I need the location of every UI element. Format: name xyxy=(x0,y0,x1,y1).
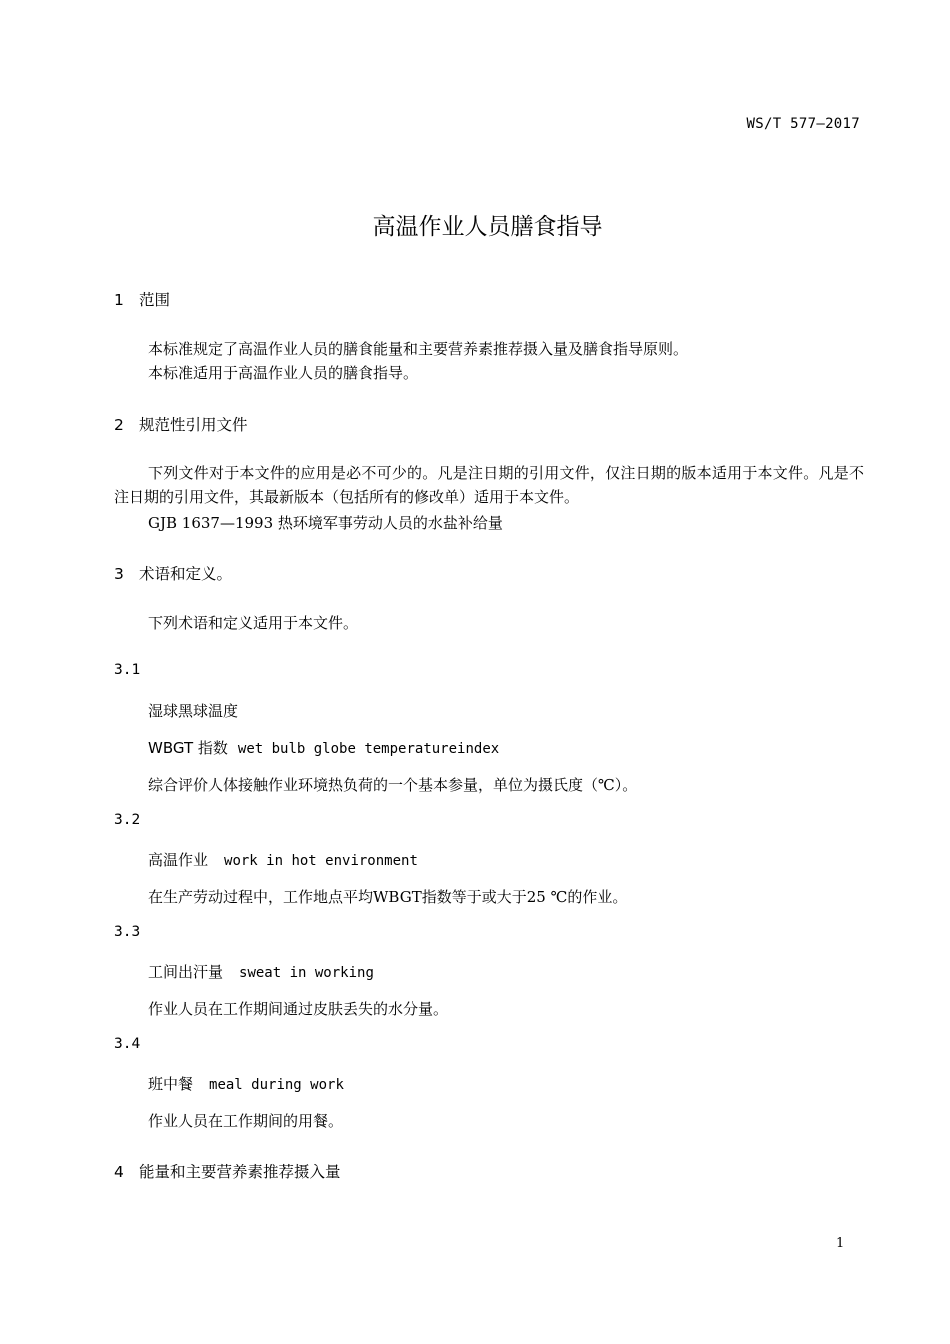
term-alt-cn: WBGT 指数 xyxy=(148,739,228,757)
section-title: 规范性引用文件 xyxy=(139,416,248,434)
term-cn: 班中餐 xyxy=(148,1075,194,1093)
term-definition: 作业人员在工作期间通过皮肤丢失的水分量。 xyxy=(148,1000,449,1018)
term-english: sweat in working xyxy=(239,965,374,981)
term-number: 3.3 xyxy=(114,924,141,940)
term-cn: 工间出汗量 xyxy=(148,963,224,981)
section-number: 3 xyxy=(114,565,124,583)
section-1-heading xyxy=(114,288,170,310)
term-definition: 在生产劳动过程中，工作地点平均WBGT指数等于或大于25 ℃的作业。 xyxy=(148,888,628,906)
document-title: 高温作业人员膳食指导 xyxy=(372,214,603,240)
standard-code: WS/T 577—2017 xyxy=(746,116,860,132)
term-alternate xyxy=(148,737,499,758)
section-4-heading xyxy=(114,1160,341,1182)
term-cn: 高温作业 xyxy=(148,851,209,869)
normative-reference: GJB 1637—1993 热环境军事劳动人员的水盐补给量 xyxy=(148,514,503,532)
term-definition: 作业人员在工作期间的用餐。 xyxy=(148,1112,344,1130)
section-title: 范围 xyxy=(139,291,171,309)
term-definition: 综合评价人体接触作业环境热负荷的一个基本参量，单位为摄氏度（℃）。 xyxy=(148,776,638,794)
section-title: 术语和定义。 xyxy=(139,565,233,583)
term-number: 3.4 xyxy=(114,1036,141,1052)
term-english: meal during work xyxy=(209,1077,344,1093)
term-name xyxy=(148,961,374,982)
section-number: 4 xyxy=(114,1163,124,1181)
term-number: 3.1 xyxy=(114,662,141,678)
section-3-heading xyxy=(114,562,232,584)
paragraph: 本标准规定了高温作业人员的膳食能量和主要营养素推荐摄入量及膳食指导原则。 xyxy=(148,340,689,358)
term-name xyxy=(148,849,418,870)
term-english: work in hot environment xyxy=(224,853,418,869)
section-title: 能量和主要营养素推荐摄入量 xyxy=(139,1163,341,1181)
paragraph: 下列文件对于本文件的应用是必不可少的。凡是注日期的引用文件，仅注日期的版本适用于本文件。凡是不注日期的引用文件，其最新版本（包括所有的修改单）适用于本文件。 xyxy=(114,464,864,506)
term-number: 3.2 xyxy=(114,812,141,828)
paragraph: 本标准适用于高温作业人员的膳食指导。 xyxy=(148,364,419,382)
term-name: 湿球黑球温度 xyxy=(148,702,239,720)
section-number: 2 xyxy=(114,416,124,434)
section-number: 1 xyxy=(114,291,124,309)
term-english: wet bulb globe temperatureindex xyxy=(237,741,500,757)
section-2-heading xyxy=(114,413,248,435)
page-number: 1 xyxy=(836,1236,845,1251)
term-name xyxy=(148,1073,344,1094)
paragraph: 下列术语和定义适用于本文件。 xyxy=(148,614,359,632)
